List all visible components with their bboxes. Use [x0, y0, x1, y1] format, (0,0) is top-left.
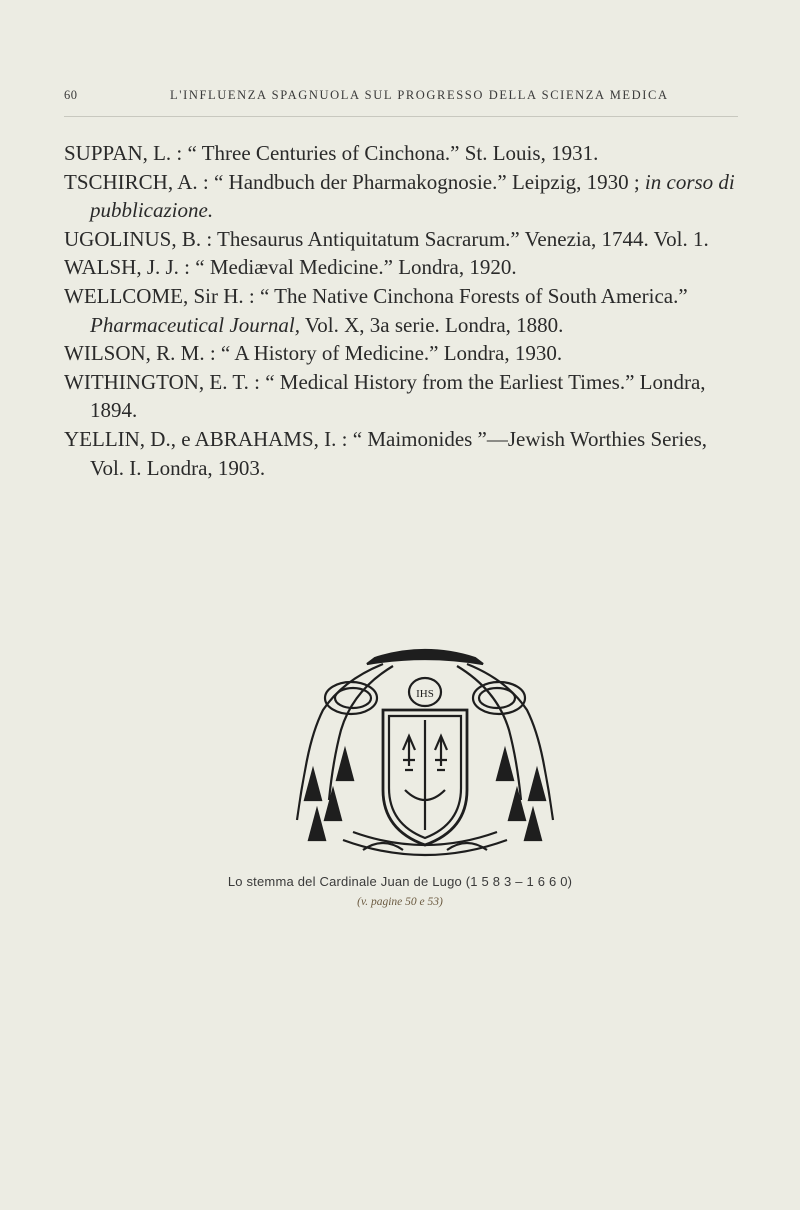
reference-entry [64, 425, 740, 482]
running-title: L'INFLUENZA SPAGNUOLA SUL PROGRESSO DELLA SCIENZA MEDICA [170, 88, 669, 102]
reference-text-after: Vol. X, 3a serie. Londra, 1880. [299, 312, 564, 337]
reference-entry [64, 139, 740, 168]
reference-author: WITHINGTON, E. T. : [64, 369, 266, 394]
reference-author: WALSH, J. J. : [64, 255, 196, 280]
emblem-monogram: IHS [416, 688, 434, 700]
reference-entry [64, 253, 740, 282]
reference-author: SUPPAN, L. : [64, 141, 188, 165]
figure-page-reference: (v. pagine 50 e 53) [357, 896, 443, 908]
reference-author: UGOLINUS, B. : [64, 226, 218, 251]
reference-entry [64, 368, 740, 425]
reference-author: WILSON, R. M. : [64, 341, 221, 366]
reference-text: “ Three Centuries of Cinchona.” St. Louis, 1931. [187, 141, 599, 165]
reference-author: YELLIN, D., e ABRAHAMS, I. : [64, 426, 353, 451]
reference-text: “ Medical History from the Earliest Times.” Londra, 1894. [90, 369, 706, 423]
reference-italic: Pharmaceutical Journal, [90, 312, 300, 337]
cardinal-coat-of-arms [283, 640, 568, 862]
figure-caption: Lo stemma del Cardinale Juan de Lugo (1 5 8 3 – 1 6 6 0) [227, 874, 573, 889]
reference-text: “ Mediæval Medicine.” Londra, 1920. [195, 255, 517, 280]
reference-text: “ A History of Medicine.” Londra, 1930. [220, 341, 563, 366]
reference-author: TSCHIRCH, A. : [64, 169, 214, 194]
bibliography-list [64, 139, 740, 482]
reference-text: “ Handbuch der Pharmakognosie.” Leipzig, 1930 ; [213, 169, 645, 194]
reference-text: “ The Native Cinchona Forests of South America.” [259, 283, 688, 308]
reference-author: WELLCOME, Sir H. : [64, 283, 260, 308]
reference-entry [64, 225, 740, 254]
reference-entry [64, 168, 740, 225]
reference-italic: in corso di pubblicazione. [90, 169, 735, 223]
page-number: 60 [64, 88, 78, 102]
header-rule [64, 116, 738, 117]
reference-text: “ Maimonides ”—Jewish Worthies Series, Vol. I. Londra, 1903. [90, 426, 708, 480]
reference-entry [64, 339, 740, 368]
reference-entry [64, 282, 740, 339]
reference-text: Thesaurus Antiquitatum Sacrarum.” Venezia, 1744. Vol. 1. [217, 226, 709, 251]
